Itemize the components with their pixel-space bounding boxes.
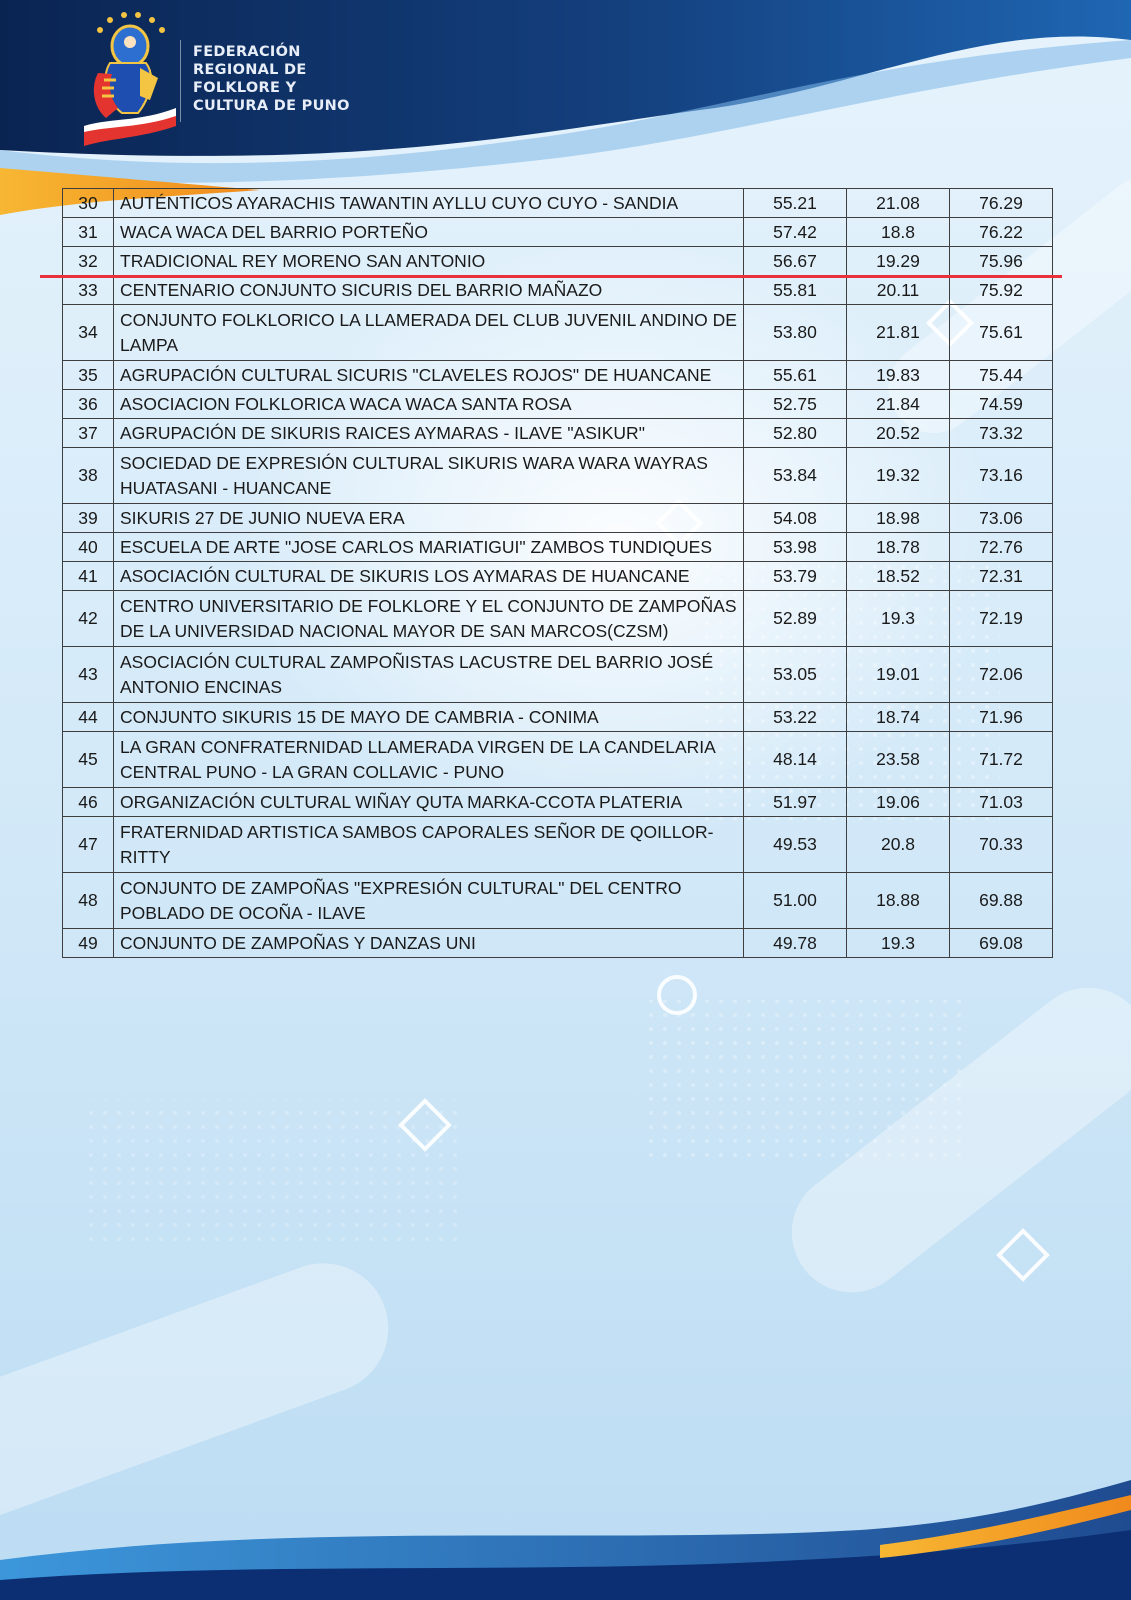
row-score-a: 55.81	[744, 276, 847, 305]
row-score-a: 53.80	[744, 305, 847, 361]
org-name	[193, 43, 350, 115]
table-row	[63, 189, 1053, 218]
row-score-b: 23.58	[847, 732, 950, 788]
row-score-a: 51.97	[744, 788, 847, 817]
row-number: 48	[63, 873, 114, 929]
row-name: ESCUELA DE ARTE "JOSE CARLOS MARIATIGUI" ZAMBOS TUNDIQUES	[114, 533, 744, 562]
row-name: CONJUNTO DE ZAMPOÑAS "EXPRESIÓN CULTURAL" DEL CENTRO POBLADO DE OCOÑA - ILAVE	[114, 873, 744, 929]
row-number: 43	[63, 647, 114, 703]
row-score-a: 49.53	[744, 817, 847, 873]
row-score-a: 57.42	[744, 218, 847, 247]
row-name: LA GRAN CONFRATERNIDAD LLAMERADA VIRGEN DE LA CANDELARIA CENTRAL PUNO - LA GRAN COLLAVIC - PUNO	[114, 732, 744, 788]
row-total: 71.72	[950, 732, 1053, 788]
row-name: SIKURIS 27 DE JUNIO NUEVA ERA	[114, 504, 744, 533]
row-score-b: 20.52	[847, 419, 950, 448]
row-total: 75.92	[950, 276, 1053, 305]
row-score-a: 52.89	[744, 591, 847, 647]
table-row	[63, 361, 1053, 390]
row-total: 73.06	[950, 504, 1053, 533]
table-row	[63, 276, 1053, 305]
row-number: 42	[63, 591, 114, 647]
row-total: 71.03	[950, 788, 1053, 817]
row-name: AGRUPACIÓN DE SIKURIS RAICES AYMARAS - ILAVE "ASIKUR"	[114, 419, 744, 448]
table-row	[63, 305, 1053, 361]
row-number: 39	[63, 504, 114, 533]
row-total: 75.44	[950, 361, 1053, 390]
row-score-b: 18.8	[847, 218, 950, 247]
header-separator	[180, 40, 181, 122]
row-number: 49	[63, 929, 114, 958]
table-row	[63, 647, 1053, 703]
row-name: FRATERNIDAD ARTISTICA SAMBOS CAPORALES SEÑOR DE QOILLOR-RITTY	[114, 817, 744, 873]
row-name: SOCIEDAD DE EXPRESIÓN CULTURAL SIKURIS WARA WARA WAYRAS HUATASANI - HUANCANE	[114, 448, 744, 504]
table-row	[63, 732, 1053, 788]
row-score-a: 53.79	[744, 562, 847, 591]
table-row	[63, 419, 1053, 448]
row-score-b: 19.3	[847, 591, 950, 647]
row-name: ORGANIZACIÓN CULTURAL WIÑAY QUTA MARKA-CCOTA PLATERIA	[114, 788, 744, 817]
row-total: 71.96	[950, 703, 1053, 732]
row-total: 69.08	[950, 929, 1053, 958]
row-score-a: 54.08	[744, 504, 847, 533]
org-name-line-4: CULTURA DE PUNO	[193, 98, 350, 114]
row-name: AGRUPACIÓN CULTURAL SICURIS "CLAVELES ROJOS" DE HUANCANE	[114, 361, 744, 390]
row-score-a: 51.00	[744, 873, 847, 929]
row-total: 75.61	[950, 305, 1053, 361]
row-score-b: 18.52	[847, 562, 950, 591]
org-name-line-1: FEDERACIÓN	[193, 44, 301, 60]
org-name-line-3: FOLKLORE Y	[193, 80, 297, 96]
row-total: 76.29	[950, 189, 1053, 218]
table-row	[63, 817, 1053, 873]
row-name: CENTENARIO CONJUNTO SICURIS DEL BARRIO MAÑAZO	[114, 276, 744, 305]
table-row	[63, 873, 1053, 929]
row-total: 72.19	[950, 591, 1053, 647]
row-name: ASOCIACIÓN CULTURAL ZAMPOÑISTAS LACUSTRE DEL BARRIO JOSÉ ANTONIO ENCINAS	[114, 647, 744, 703]
row-total: 73.16	[950, 448, 1053, 504]
row-score-a: 53.98	[744, 533, 847, 562]
row-name: CONJUNTO DE ZAMPOÑAS Y DANZAS UNI	[114, 929, 744, 958]
row-score-a: 53.84	[744, 448, 847, 504]
row-number: 36	[63, 390, 114, 419]
row-name: ASOCIACIÓN CULTURAL DE SIKURIS LOS AYMARAS DE HUANCANE	[114, 562, 744, 591]
row-number: 33	[63, 276, 114, 305]
row-score-b: 19.32	[847, 448, 950, 504]
table-row	[63, 533, 1053, 562]
table-row	[63, 591, 1053, 647]
row-number: 30	[63, 189, 114, 218]
row-name: CONJUNTO SIKURIS 15 DE MAYO DE CAMBRIA - CONIMA	[114, 703, 744, 732]
row-total: 70.33	[950, 817, 1053, 873]
org-name-line-2: REGIONAL DE	[193, 62, 307, 78]
table-row	[63, 390, 1053, 419]
table-row	[63, 218, 1053, 247]
row-score-a: 53.22	[744, 703, 847, 732]
row-name: AUTÉNTICOS AYARACHIS TAWANTIN AYLLU CUYO CUYO - SANDIA	[114, 189, 744, 218]
row-total: 75.96	[950, 247, 1053, 276]
table-row	[63, 562, 1053, 591]
row-total: 72.76	[950, 533, 1053, 562]
row-score-b: 20.11	[847, 276, 950, 305]
row-score-b: 20.8	[847, 817, 950, 873]
table-row	[63, 247, 1053, 276]
row-score-b: 19.29	[847, 247, 950, 276]
table-row	[63, 788, 1053, 817]
row-score-b: 19.3	[847, 929, 950, 958]
row-score-b: 18.88	[847, 873, 950, 929]
row-score-a: 55.61	[744, 361, 847, 390]
results-table	[62, 188, 1053, 958]
row-total: 72.31	[950, 562, 1053, 591]
row-score-a: 52.75	[744, 390, 847, 419]
row-score-b: 21.81	[847, 305, 950, 361]
row-number: 34	[63, 305, 114, 361]
row-name: CENTRO UNIVERSITARIO DE FOLKLORE Y EL CONJUNTO DE ZAMPOÑAS DE LA UNIVERSIDAD NACIONAL MAYOR DE SAN MARCOS(CZSM)	[114, 591, 744, 647]
row-number: 35	[63, 361, 114, 390]
row-total: 73.32	[950, 419, 1053, 448]
row-total: 69.88	[950, 873, 1053, 929]
row-score-a: 48.14	[744, 732, 847, 788]
row-total: 72.06	[950, 647, 1053, 703]
row-number: 32	[63, 247, 114, 276]
row-name: CONJUNTO FOLKLORICO LA LLAMERADA DEL CLUB JUVENIL ANDINO DE LAMPA	[114, 305, 744, 361]
table-row	[63, 703, 1053, 732]
row-score-b: 19.83	[847, 361, 950, 390]
row-name: TRADICIONAL REY MORENO SAN ANTONIO	[114, 247, 744, 276]
row-name: ASOCIACION FOLKLORICA WACA WACA SANTA ROSA	[114, 390, 744, 419]
row-total: 74.59	[950, 390, 1053, 419]
row-total: 76.22	[950, 218, 1053, 247]
row-score-b: 21.08	[847, 189, 950, 218]
row-name: WACA WACA DEL BARRIO PORTEÑO	[114, 218, 744, 247]
row-score-b: 18.78	[847, 533, 950, 562]
row-score-b: 18.74	[847, 703, 950, 732]
row-number: 40	[63, 533, 114, 562]
row-number: 44	[63, 703, 114, 732]
row-score-b: 18.98	[847, 504, 950, 533]
row-score-a: 55.21	[744, 189, 847, 218]
cutoff-line	[40, 275, 1062, 278]
row-score-a: 49.78	[744, 929, 847, 958]
row-score-a: 52.80	[744, 419, 847, 448]
row-number: 46	[63, 788, 114, 817]
row-score-b: 21.84	[847, 390, 950, 419]
results-table-body	[63, 189, 1053, 958]
table-row	[63, 929, 1053, 958]
row-number: 47	[63, 817, 114, 873]
federation-logo	[80, 8, 180, 148]
row-score-b: 19.01	[847, 647, 950, 703]
row-number: 38	[63, 448, 114, 504]
table-row	[63, 448, 1053, 504]
row-number: 41	[63, 562, 114, 591]
row-number: 37	[63, 419, 114, 448]
row-score-a: 53.05	[744, 647, 847, 703]
row-number: 31	[63, 218, 114, 247]
row-number: 45	[63, 732, 114, 788]
table-row	[63, 504, 1053, 533]
row-score-b: 19.06	[847, 788, 950, 817]
row-score-a: 56.67	[744, 247, 847, 276]
